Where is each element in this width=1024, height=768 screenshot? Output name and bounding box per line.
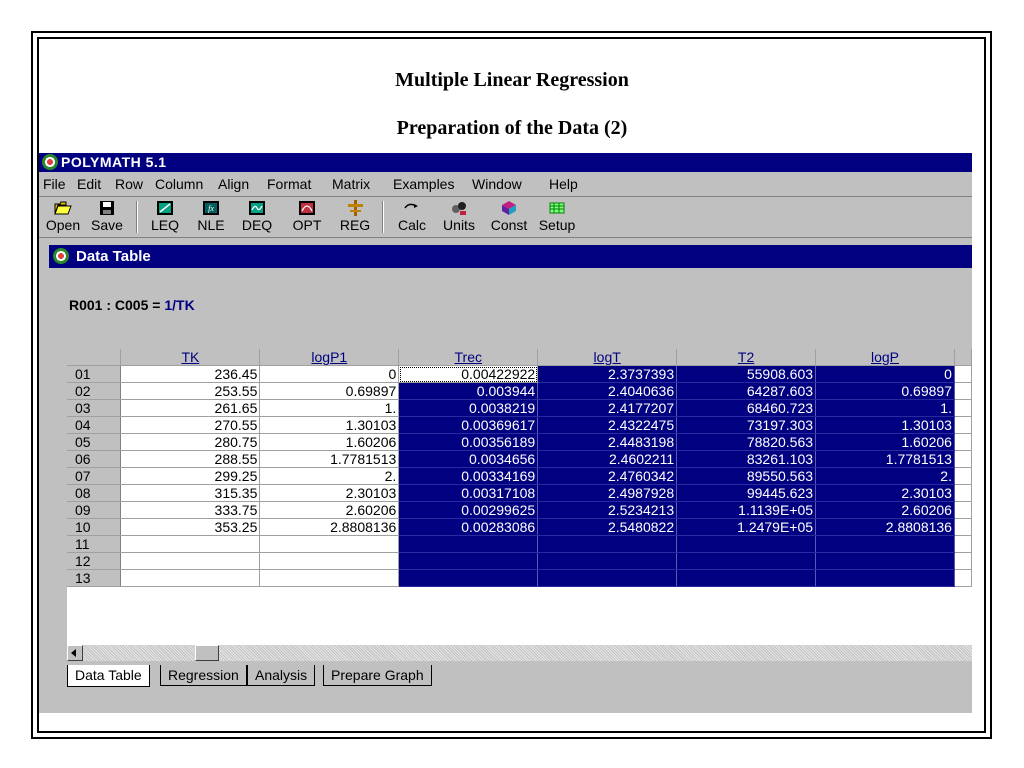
- units-button[interactable]: [435, 198, 483, 236]
- folder-open-icon: [54, 199, 72, 217]
- table-row: [67, 468, 972, 485]
- save-button[interactable]: [83, 198, 131, 236]
- menu-column[interactable]: Column: [155, 176, 204, 192]
- const-button[interactable]: [485, 198, 533, 236]
- table-cell[interactable]: [677, 536, 816, 553]
- table-row: [67, 434, 972, 451]
- table-cell[interactable]: [954, 536, 971, 553]
- table-cell[interactable]: 2.5480822: [538, 519, 677, 536]
- row-header[interactable]: 06: [67, 451, 121, 468]
- table-cell[interactable]: 1.2479E+05: [677, 519, 816, 536]
- table-cell[interactable]: 2.4040636: [538, 383, 677, 400]
- table-cell[interactable]: 270.55: [121, 417, 260, 434]
- table-cell[interactable]: 2.4483198: [538, 434, 677, 451]
- opt-button[interactable]: [283, 198, 331, 236]
- table-cell[interactable]: [260, 536, 399, 553]
- leq-button-label: LEQ: [150, 217, 179, 233]
- row-header[interactable]: 08: [67, 485, 121, 502]
- reg-button[interactable]: [331, 198, 379, 236]
- menu-file[interactable]: File: [43, 176, 66, 192]
- menu-row[interactable]: Row: [115, 176, 144, 192]
- tab-regression[interactable]: Regression: [160, 665, 247, 686]
- row-header[interactable]: 13: [67, 570, 121, 587]
- table-cell[interactable]: [954, 451, 971, 468]
- table-cell[interactable]: 0.003944: [399, 383, 538, 400]
- app-title: POLYMATH 5.1: [61, 154, 167, 170]
- row-header[interactable]: 02: [67, 383, 121, 400]
- table-cell[interactable]: 1.7781513: [816, 451, 955, 468]
- open-button-label: Open: [45, 217, 81, 233]
- data-table-window: [49, 245, 972, 713]
- table-cell[interactable]: [677, 570, 816, 587]
- menu-window[interactable]: Window: [472, 176, 522, 192]
- save-button-label: Save: [91, 217, 123, 233]
- table-cell[interactable]: 68460.723: [677, 400, 816, 417]
- table-cell[interactable]: 83261.103: [677, 451, 816, 468]
- table-cell[interactable]: [954, 468, 971, 485]
- table-cell[interactable]: 0: [260, 366, 399, 383]
- menu-matrix[interactable]: Matrix: [332, 176, 371, 192]
- row-header[interactable]: 10: [67, 519, 121, 536]
- table-cell[interactable]: 2.60206: [816, 502, 955, 519]
- table-cell[interactable]: [954, 519, 971, 536]
- deq-button-label: DEQ: [241, 217, 273, 233]
- table-cell[interactable]: 1.1139E+05: [677, 502, 816, 519]
- menu-edit[interactable]: Edit: [77, 176, 102, 192]
- table-cell[interactable]: 1.7781513: [260, 451, 399, 468]
- table-row: [67, 366, 972, 383]
- table-cell[interactable]: 1.: [816, 400, 955, 417]
- table-row: [67, 536, 972, 553]
- table-row: [67, 383, 972, 400]
- setup-button[interactable]: [533, 198, 581, 236]
- table-cell[interactable]: 0.00369617: [399, 417, 538, 434]
- column-header[interactable]: logP1: [260, 349, 399, 366]
- table-cell[interactable]: [399, 570, 538, 587]
- menu-help[interactable]: Help: [549, 176, 578, 192]
- menu-examples[interactable]: Examples: [393, 176, 455, 192]
- table-cell[interactable]: [954, 570, 971, 587]
- slide-subtitle: Preparation of the Data (2): [396, 117, 628, 139]
- table-cell[interactable]: 0.69897: [816, 383, 955, 400]
- scrollbar-thumb[interactable]: [195, 645, 219, 661]
- table-cell[interactable]: 0.00317108: [399, 485, 538, 502]
- column-header[interactable]: logT: [538, 349, 677, 366]
- units-icon: [450, 199, 468, 217]
- table-cell[interactable]: 0.0034656: [399, 451, 538, 468]
- table-cell[interactable]: [816, 553, 955, 570]
- menu-bar: [39, 172, 972, 197]
- column-header[interactable]: TK: [121, 349, 260, 366]
- calc-button-label: Calc: [397, 217, 426, 233]
- horizontal-scrollbar[interactable]: [67, 645, 972, 661]
- table-row: [67, 451, 972, 468]
- table-cell[interactable]: 0.0038219: [399, 400, 538, 417]
- calc-button[interactable]: [388, 198, 436, 236]
- tab-prepare-graph[interactable]: Prepare Graph: [323, 665, 432, 686]
- table-cell[interactable]: [954, 502, 971, 519]
- floppy-disk-icon: [98, 199, 116, 217]
- table-row: [67, 485, 972, 502]
- row-header[interactable]: 11: [67, 536, 121, 553]
- table-cell[interactable]: [399, 536, 538, 553]
- svg-text:fx: fx: [208, 204, 214, 213]
- row-header[interactable]: 03: [67, 400, 121, 417]
- table-cell[interactable]: 99445.623: [677, 485, 816, 502]
- table-cell[interactable]: 2.4987928: [538, 485, 677, 502]
- setup-button-label: Setup: [538, 217, 576, 233]
- table-cell[interactable]: [954, 553, 971, 570]
- table-cell[interactable]: 2.: [816, 468, 955, 485]
- leq-button[interactable]: [141, 198, 189, 236]
- table-cell[interactable]: 0.69897: [260, 383, 399, 400]
- table-cell[interactable]: 333.75: [121, 502, 260, 519]
- data-grid: [67, 349, 972, 645]
- table-cell[interactable]: 2.: [260, 468, 399, 485]
- opt-solver-icon: [298, 199, 316, 217]
- table-cell[interactable]: 2.4322475: [538, 417, 677, 434]
- nle-button[interactable]: [187, 198, 235, 236]
- polymath-logo-icon: [53, 248, 69, 264]
- table-cell[interactable]: [538, 536, 677, 553]
- row-header[interactable]: 09: [67, 502, 121, 519]
- table-cell[interactable]: 55908.603: [677, 366, 816, 383]
- nle-solver-icon: [202, 199, 220, 217]
- table-cell[interactable]: 0.00299625: [399, 502, 538, 519]
- table-cell[interactable]: 1.60206: [260, 434, 399, 451]
- tab-data-table[interactable]: Data Table: [67, 665, 150, 687]
- table-row: [67, 553, 972, 570]
- table-cell[interactable]: 0.00283086: [399, 519, 538, 536]
- table-cell[interactable]: [954, 434, 971, 451]
- table-cell[interactable]: 2.30103: [816, 485, 955, 502]
- row-header[interactable]: 04: [67, 417, 121, 434]
- tab-analysis[interactable]: Analysis: [247, 665, 315, 686]
- toolbar: [39, 197, 972, 238]
- table-cell[interactable]: [816, 570, 955, 587]
- deq-solver-icon: [248, 199, 266, 217]
- table-row: [67, 570, 972, 587]
- table-cell[interactable]: [954, 400, 971, 417]
- table-cell[interactable]: [677, 553, 816, 570]
- table-cell[interactable]: 280.75: [121, 434, 260, 451]
- table-cell[interactable]: 2.4760342: [538, 468, 677, 485]
- column-header[interactable]: T2: [677, 349, 816, 366]
- toolbar-separator: [136, 201, 138, 233]
- table-cell[interactable]: 2.4177207: [538, 400, 677, 417]
- column-header-row: [67, 349, 972, 366]
- leq-solver-icon: [156, 199, 174, 217]
- table-cell[interactable]: 2.8808136: [816, 519, 955, 536]
- row-header[interactable]: 01: [67, 366, 121, 383]
- setup-grid-icon: [548, 199, 566, 217]
- table-cell[interactable]: 2.60206: [260, 502, 399, 519]
- column-header[interactable]: [954, 349, 971, 366]
- polymath-logo-icon: [42, 154, 58, 170]
- row-header[interactable]: 07: [67, 468, 121, 485]
- table-cell[interactable]: 2.4602211: [538, 451, 677, 468]
- reg-button-label: REG: [339, 217, 371, 233]
- reg-solver-icon: [346, 199, 364, 217]
- table-cell[interactable]: 261.65: [121, 400, 260, 417]
- table-cell[interactable]: 2.3737393: [538, 366, 677, 383]
- cell-reference-label: R001 : C005 =: [69, 297, 161, 313]
- table-cell[interactable]: [538, 553, 677, 570]
- table-cell[interactable]: 2.30103: [260, 485, 399, 502]
- data-table-titlebar[interactable]: [49, 245, 972, 268]
- table-row: [67, 417, 972, 434]
- table-cell[interactable]: [399, 553, 538, 570]
- table-row: [67, 502, 972, 519]
- deq-button[interactable]: [233, 198, 281, 236]
- table-cell[interactable]: [954, 417, 971, 434]
- table-cell[interactable]: 236.45: [121, 366, 260, 383]
- slide-title: Multiple Linear Regression: [395, 69, 629, 91]
- table-cell[interactable]: 1.: [260, 400, 399, 417]
- table-cell[interactable]: [121, 536, 260, 553]
- table-cell[interactable]: [121, 553, 260, 570]
- const-button-label: Const: [490, 217, 528, 233]
- table-cell[interactable]: [538, 570, 677, 587]
- table-cell[interactable]: 353.25: [121, 519, 260, 536]
- data-table-title: Data Table: [76, 248, 151, 265]
- calculator-icon: [403, 199, 421, 217]
- table-cell[interactable]: 0.00356189: [399, 434, 538, 451]
- table-cell[interactable]: 0.00422922: [399, 366, 538, 383]
- table-cell[interactable]: [260, 570, 399, 587]
- table-cell[interactable]: 1.30103: [816, 417, 955, 434]
- table-cell[interactable]: 73197.303: [677, 417, 816, 434]
- units-button-label: Units: [443, 217, 475, 233]
- opt-button-label: OPT: [292, 217, 322, 233]
- open-button[interactable]: [39, 198, 87, 236]
- corner-cell[interactable]: [67, 349, 121, 366]
- table-cell[interactable]: 78820.563: [677, 434, 816, 451]
- table-cell[interactable]: [954, 383, 971, 400]
- row-header[interactable]: 05: [67, 434, 121, 451]
- scroll-left-arrow-icon[interactable]: [67, 645, 83, 661]
- table-cell[interactable]: 64287.603: [677, 383, 816, 400]
- column-header[interactable]: logP: [816, 349, 955, 366]
- app-titlebar[interactable]: [39, 153, 972, 172]
- table-cell[interactable]: [954, 485, 971, 502]
- table-cell[interactable]: 1.60206: [816, 434, 955, 451]
- table-cell[interactable]: 1.30103: [260, 417, 399, 434]
- menu-format[interactable]: Format: [267, 176, 312, 192]
- toolbar-separator: [382, 201, 384, 233]
- nle-button-label: NLE: [197, 217, 225, 233]
- table-cell[interactable]: 315.35: [121, 485, 260, 502]
- table-cell[interactable]: [954, 366, 971, 383]
- table-cell[interactable]: [260, 553, 399, 570]
- constants-book-icon: [500, 199, 518, 217]
- table-row: [67, 519, 972, 536]
- menu-align[interactable]: Align: [218, 176, 250, 192]
- table-cell[interactable]: 2.5234213: [538, 502, 677, 519]
- table-row: [67, 400, 972, 417]
- polymath-window: [39, 153, 972, 713]
- table-cell[interactable]: 0.00334169: [399, 468, 538, 485]
- row-header[interactable]: 12: [67, 553, 121, 570]
- table-cell[interactable]: 299.25: [121, 468, 260, 485]
- column-header[interactable]: Trec: [399, 349, 538, 366]
- table-cell[interactable]: 2.8808136: [260, 519, 399, 536]
- table-cell[interactable]: 89550.563: [677, 468, 816, 485]
- table-cell[interactable]: [121, 570, 260, 587]
- table-cell[interactable]: 253.55: [121, 383, 260, 400]
- table-cell[interactable]: 0: [816, 366, 955, 383]
- table-cell[interactable]: [816, 536, 955, 553]
- cell-formula[interactable]: 1/TK: [164, 297, 195, 313]
- cell-reference-bar: [69, 297, 195, 313]
- table-cell[interactable]: 288.55: [121, 451, 260, 468]
